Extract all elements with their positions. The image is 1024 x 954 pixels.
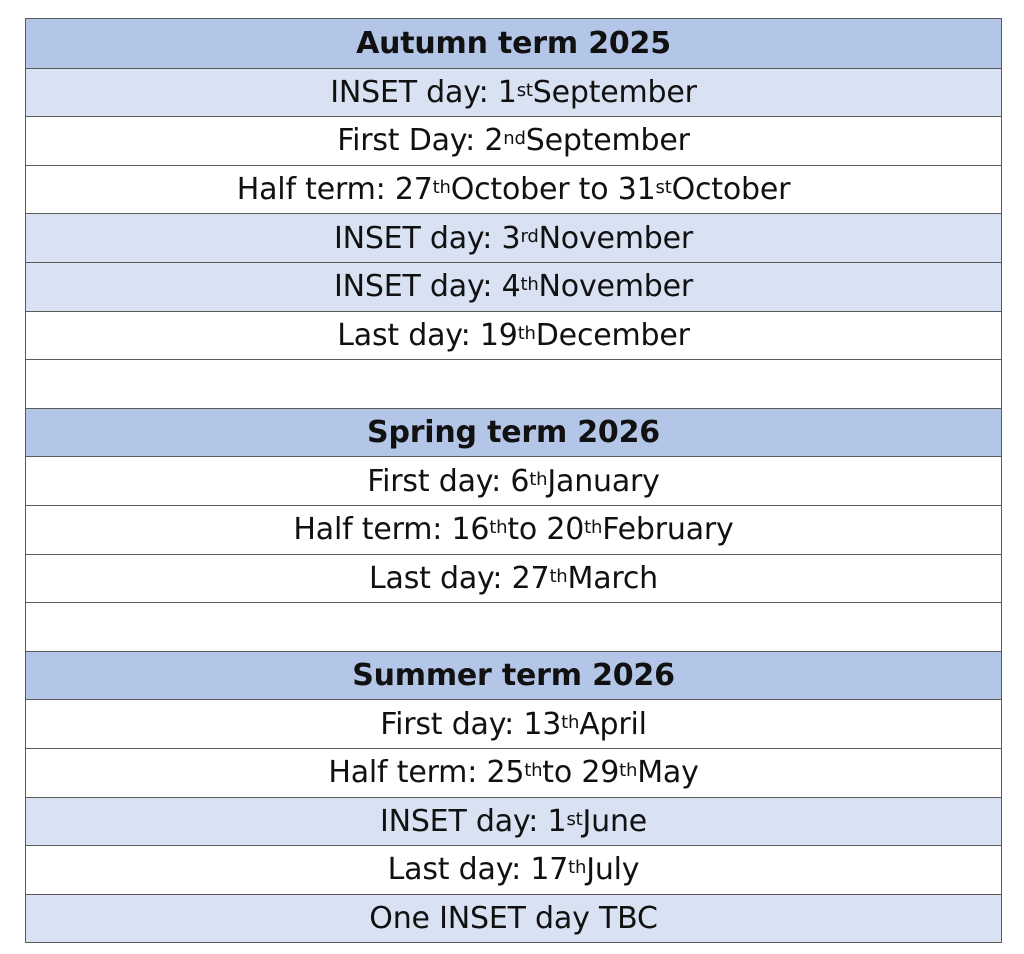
ordinal-suffix: st — [655, 177, 672, 199]
date-text: Half term: 27 — [236, 172, 433, 208]
ordinal-suffix: nd — [503, 128, 526, 150]
date-text: First day: 6 — [367, 463, 530, 499]
date-text: September — [532, 74, 697, 110]
date-text: January — [547, 463, 660, 499]
date-text: November — [538, 269, 694, 305]
ordinal-suffix: th — [619, 760, 638, 782]
date-text: One INSET day TBC — [369, 900, 658, 936]
date-text: July — [586, 852, 640, 888]
ordinal-suffix: th — [561, 711, 580, 733]
date-text: INSET day: 1 — [379, 803, 567, 839]
date-row — [26, 213, 1001, 262]
date-row — [26, 797, 1001, 846]
date-text: Half term: 25 — [328, 755, 525, 791]
term-dates-table — [25, 18, 1002, 943]
date-text: February — [602, 512, 734, 548]
date-row — [26, 845, 1001, 894]
date-text: April — [579, 706, 647, 742]
term-header: Autumn term 2025 — [26, 19, 1001, 68]
ordinal-suffix: st — [566, 808, 583, 830]
date-row — [26, 165, 1001, 214]
date-row — [26, 894, 1001, 943]
date-row — [26, 554, 1001, 603]
ordinal-suffix: th — [529, 468, 548, 490]
date-text: June — [582, 803, 648, 839]
ordinal-suffix: rd — [520, 225, 539, 247]
ordinal-suffix: th — [432, 177, 451, 199]
date-text: November — [538, 220, 694, 256]
date-text: Last day: 27 — [369, 560, 550, 596]
date-text: First day: 13 — [380, 706, 562, 742]
date-text: Half term: 16 — [293, 512, 490, 548]
date-text: December — [535, 317, 690, 353]
date-row — [26, 68, 1001, 117]
date-text: Last day: 19 — [337, 317, 518, 353]
ordinal-suffix: th — [489, 517, 508, 539]
term-header: Summer term 2026 — [26, 651, 1001, 700]
date-text: First Day: 2 — [337, 123, 504, 159]
term-header: Spring term 2026 — [26, 408, 1001, 457]
date-text: INSET day: 3 — [333, 220, 521, 256]
date-text: October to 31 — [450, 172, 656, 208]
spacer-row — [26, 359, 1001, 408]
date-text: Last day: 17 — [387, 852, 569, 888]
date-row — [26, 748, 1001, 797]
ordinal-suffix: th — [549, 565, 568, 587]
date-text: INSET day: 1 — [330, 74, 517, 110]
ordinal-suffix: th — [517, 322, 536, 344]
date-row — [26, 262, 1001, 311]
date-text: October — [671, 172, 791, 208]
date-text: September — [525, 123, 690, 159]
date-row — [26, 505, 1001, 554]
date-row — [26, 116, 1001, 165]
date-row — [26, 311, 1001, 360]
ordinal-suffix: st — [516, 79, 533, 101]
spacer-row — [26, 602, 1001, 651]
date-row — [26, 456, 1001, 505]
date-text: May — [637, 755, 699, 791]
date-text: to 29 — [542, 755, 620, 791]
date-text: March — [567, 560, 658, 596]
ordinal-suffix: th — [584, 517, 603, 539]
date-row — [26, 699, 1001, 748]
date-text: INSET day: 4 — [333, 269, 521, 305]
ordinal-suffix: th — [520, 274, 539, 296]
ordinal-suffix: th — [568, 857, 587, 879]
date-text: to 20 — [507, 512, 585, 548]
ordinal-suffix: th — [524, 760, 543, 782]
